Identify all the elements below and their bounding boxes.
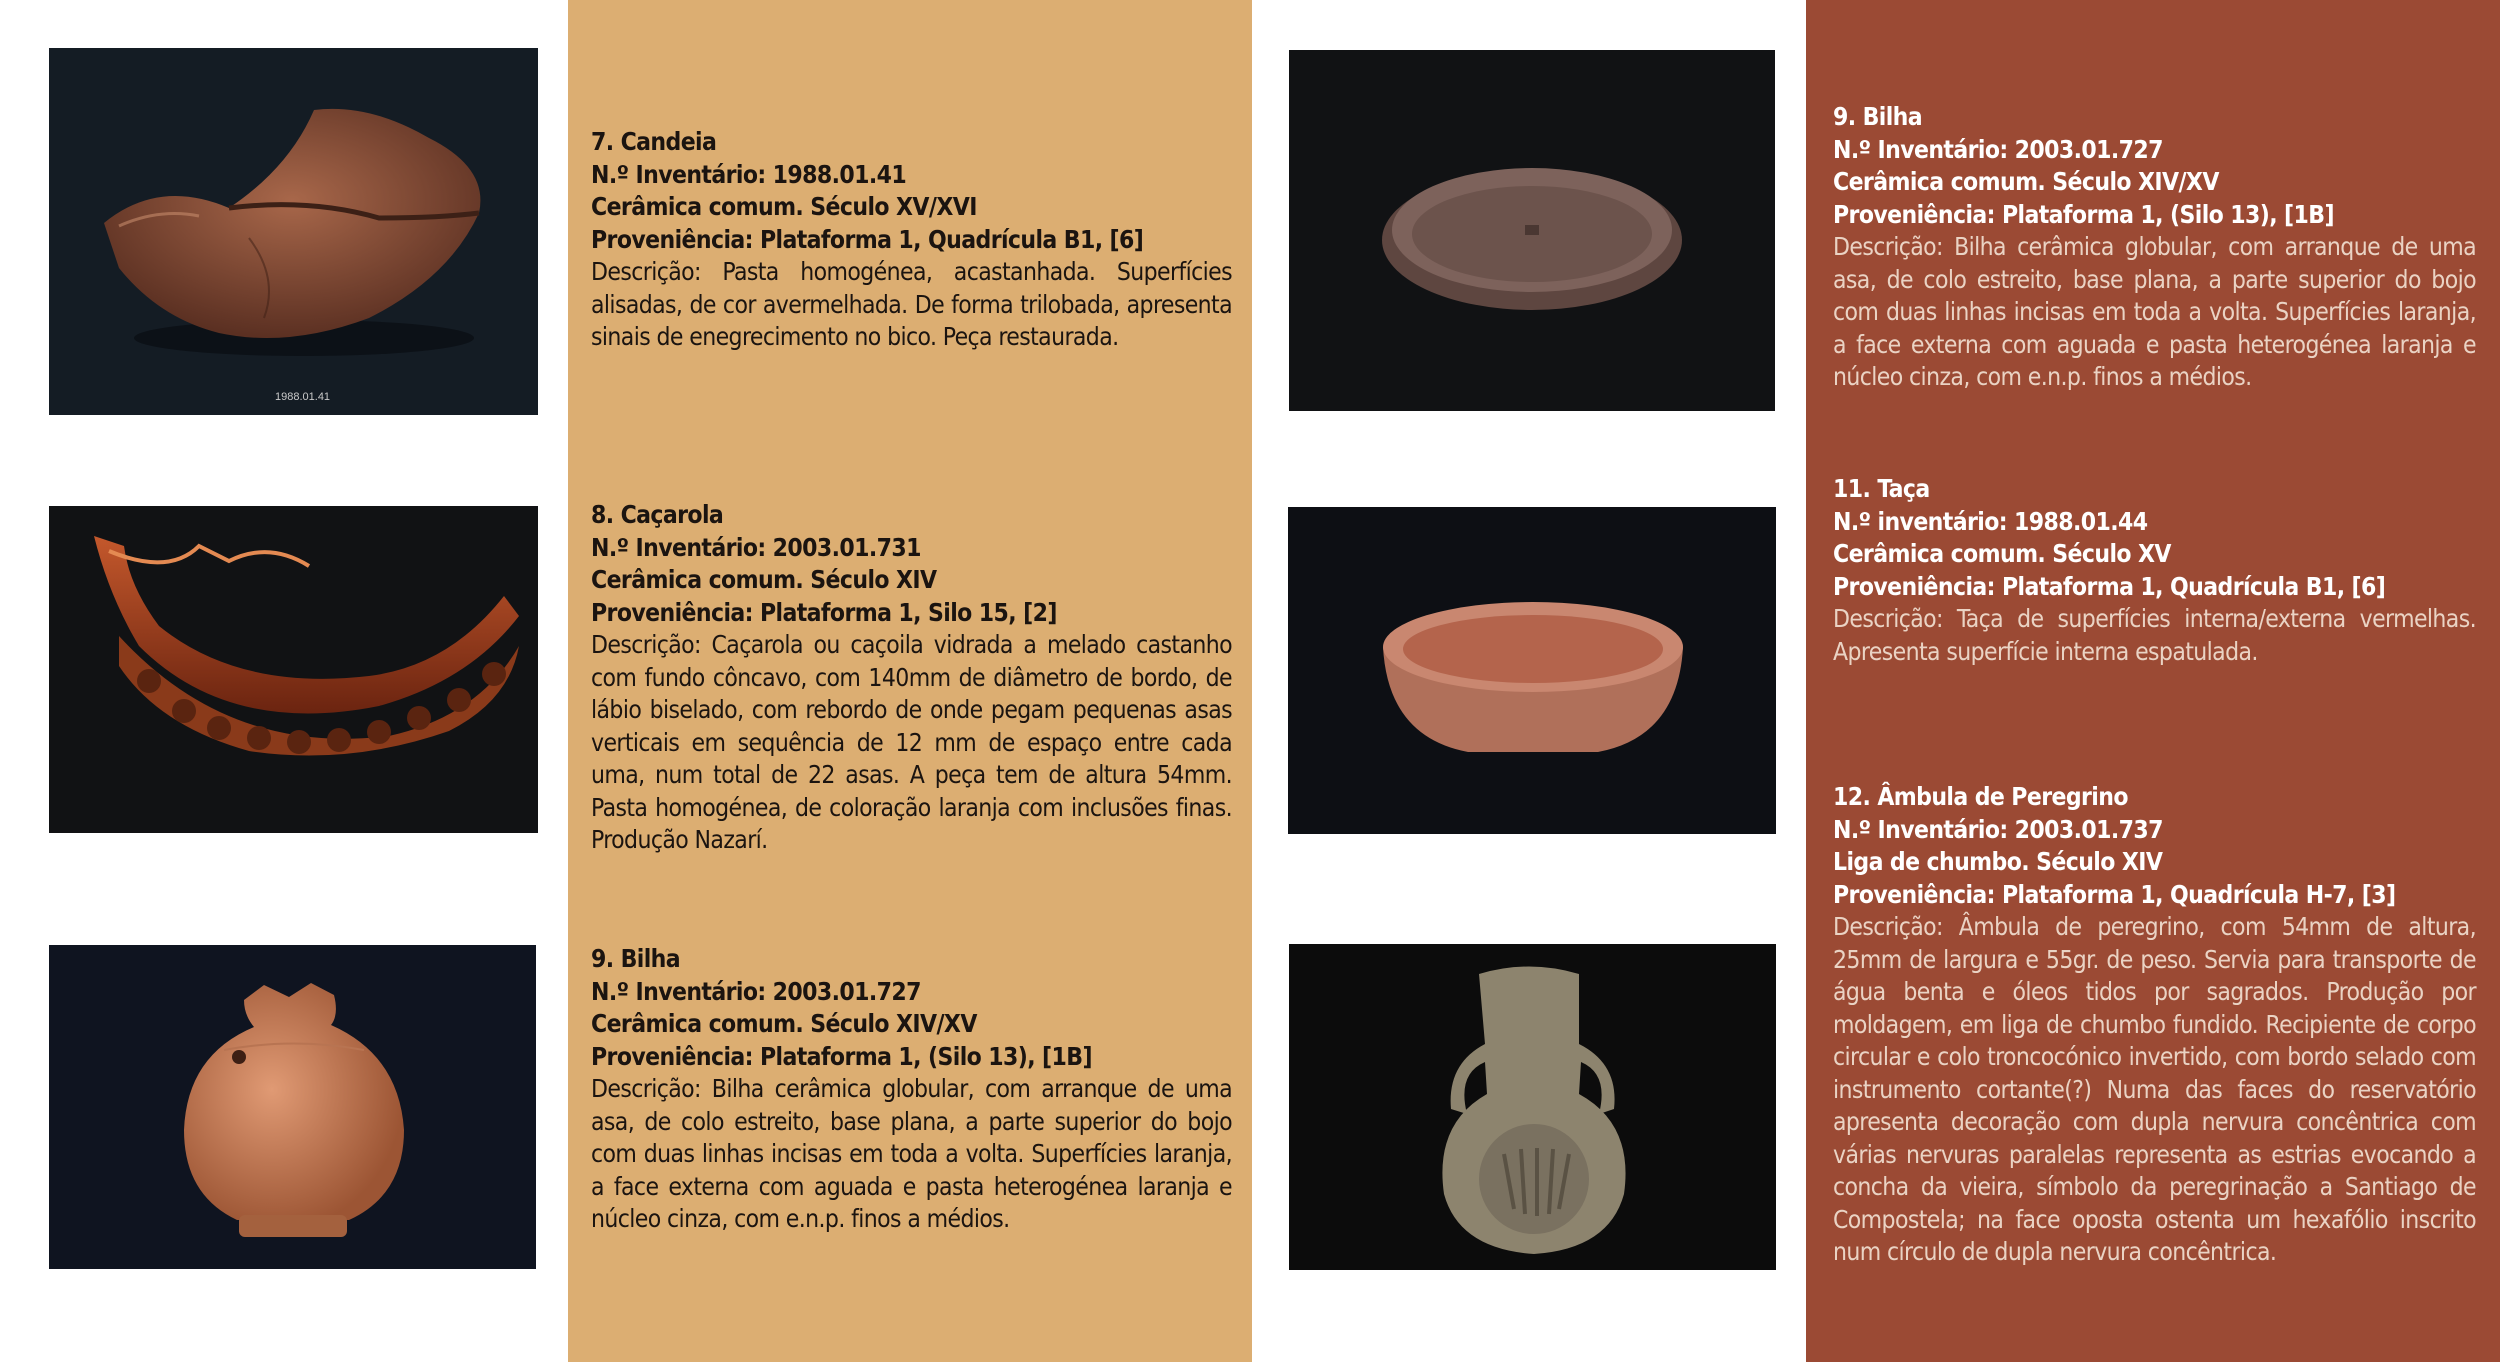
entry-inventory: N.º Inventário: 2003.01.737	[1833, 814, 2163, 844]
entry-description: Descrição: Taça de superfícies interna/externa vermelhas. Apresenta superfície interna espatulada.	[1833, 604, 2476, 666]
taca-photo	[1288, 507, 1776, 834]
entry-description: Descrição: Pasta homogénea, acastanhada. Superfícies alisadas, de cor avermelhada. De forma trilobada, apresenta sinais de enegrecimento no bico. Peça restaurada.	[591, 257, 1232, 351]
entry-title: 9. Bilha	[591, 944, 681, 973]
entry-provenance: Proveniência: Plataforma 1, (Silo 13), [1B]	[591, 1041, 1092, 1071]
bilha-photo	[49, 945, 536, 1269]
entry-candeia	[591, 126, 1232, 354]
entry-inventory: N.º Inventário: 2003.01.731	[591, 532, 921, 562]
entry-material: Cerâmica comum. Século XIV/XV	[1833, 167, 2219, 196]
entry-material: Cerâmica comum. Século XV/XVI	[591, 192, 977, 221]
entry-provenance: Proveniência: Plataforma 1, Quadrícula H-7, [3]	[1833, 879, 2396, 909]
entry-title: 12. Âmbula de Peregrino	[1833, 782, 2128, 811]
entry-inventory: N.º inventário: 1988.01.44	[1833, 506, 2148, 536]
entry-cacarola	[591, 499, 1232, 857]
entry-description: Descrição: Bilha cerâmica globular, com arranque de uma asa, de colo estreito, base plana, a parte superior do bojo com duas linhas incisas em toda a volta. Superfícies laranja, a face externa com aguada e pasta heterogénea laranja e núcleo cinza, com e.n.p. finos a médios.	[1833, 232, 2476, 391]
entry-title: 9. Bilha	[1833, 102, 1923, 131]
entry-material: Cerâmica comum. Século XIV/XV	[591, 1009, 977, 1038]
entry-provenance: Proveniência: Plataforma 1, (Silo 13), [1B]	[1833, 199, 2334, 229]
entry-title: 7. Candeia	[591, 127, 717, 156]
entry-ambula	[1833, 781, 2476, 1269]
candeia-photo	[49, 48, 538, 415]
entry-title: 8. Caçarola	[591, 500, 724, 529]
entry-material: Liga de chumbo. Século XIV	[1833, 847, 2163, 876]
entry-bilha-right	[1833, 101, 2476, 394]
entry-description: Descrição: Bilha cerâmica globular, com arranque de uma asa, de colo estreito, base plana, a parte superior do bojo com duas linhas incisas em toda a volta. Superfícies laranja, a face externa com aguada e pasta heterogénea laranja e núcleo cinza, com e.n.p. finos a médios.	[591, 1074, 1232, 1233]
dish-photo	[1289, 50, 1775, 411]
entry-provenance: Proveniência: Plataforma 1, Quadrícula B1, [6]	[1833, 571, 2386, 601]
cacarola-photo	[49, 506, 538, 833]
entry-material: Cerâmica comum. Século XIV	[591, 565, 937, 594]
entry-inventory: N.º Inventário: 2003.01.727	[1833, 134, 2163, 164]
entry-title: 11. Taça	[1833, 474, 1930, 503]
entry-provenance: Proveniência: Plataforma 1, Silo 15, [2]	[591, 597, 1057, 627]
entry-description: Descrição: Caçarola ou caçoila vidrada a melado castanho com fundo côncavo, com 140mm de diâmetro de bordo, de lábio biselado, com rebordo de onde pegam pequenas asas verticais em sequência de 12 mm de espaço entre cada uma, num total de 22 asas. A peça tem de altura 54mm. Pasta homogénea, de coloração laranja com inclusões finas. Produção Nazarí.	[591, 630, 1232, 854]
entry-bilha	[591, 943, 1232, 1236]
candeia-inventory-label: 1988.01.41	[275, 391, 331, 403]
entry-material: Cerâmica comum. Século XV	[1833, 539, 2171, 568]
entry-inventory: N.º Inventário: 2003.01.727	[591, 976, 921, 1006]
entry-description: Descrição: Âmbula de peregrino, com 54mm de altura, 25mm de largura e 55gr. de peso. Servia para transporte de água benta e óleos tidos por sagrados. Produção por moldagem, em liga de chumbo fundido. Recipiente de corpo circular e colo troncocónico invertido, com bordo selado com instrumento cortante(?) Numa das faces do reservatório apresenta decoração com dupla nervura concêntrica com várias nervuras paralelas representa as estrias evocando a concha da vieira, símbolo da peregrinação a Santiago de Compostela; na face oposta ostenta um hexafólio inscrito num círculo de dupla nervura concêntrica.	[1833, 912, 2476, 1266]
entry-inventory: N.º Inventário: 1988.01.41	[591, 159, 907, 189]
ambula-photo	[1289, 944, 1776, 1270]
entry-provenance: Proveniência: Plataforma 1, Quadrícula B1, [6]	[591, 224, 1144, 254]
entry-taca	[1833, 473, 2476, 668]
